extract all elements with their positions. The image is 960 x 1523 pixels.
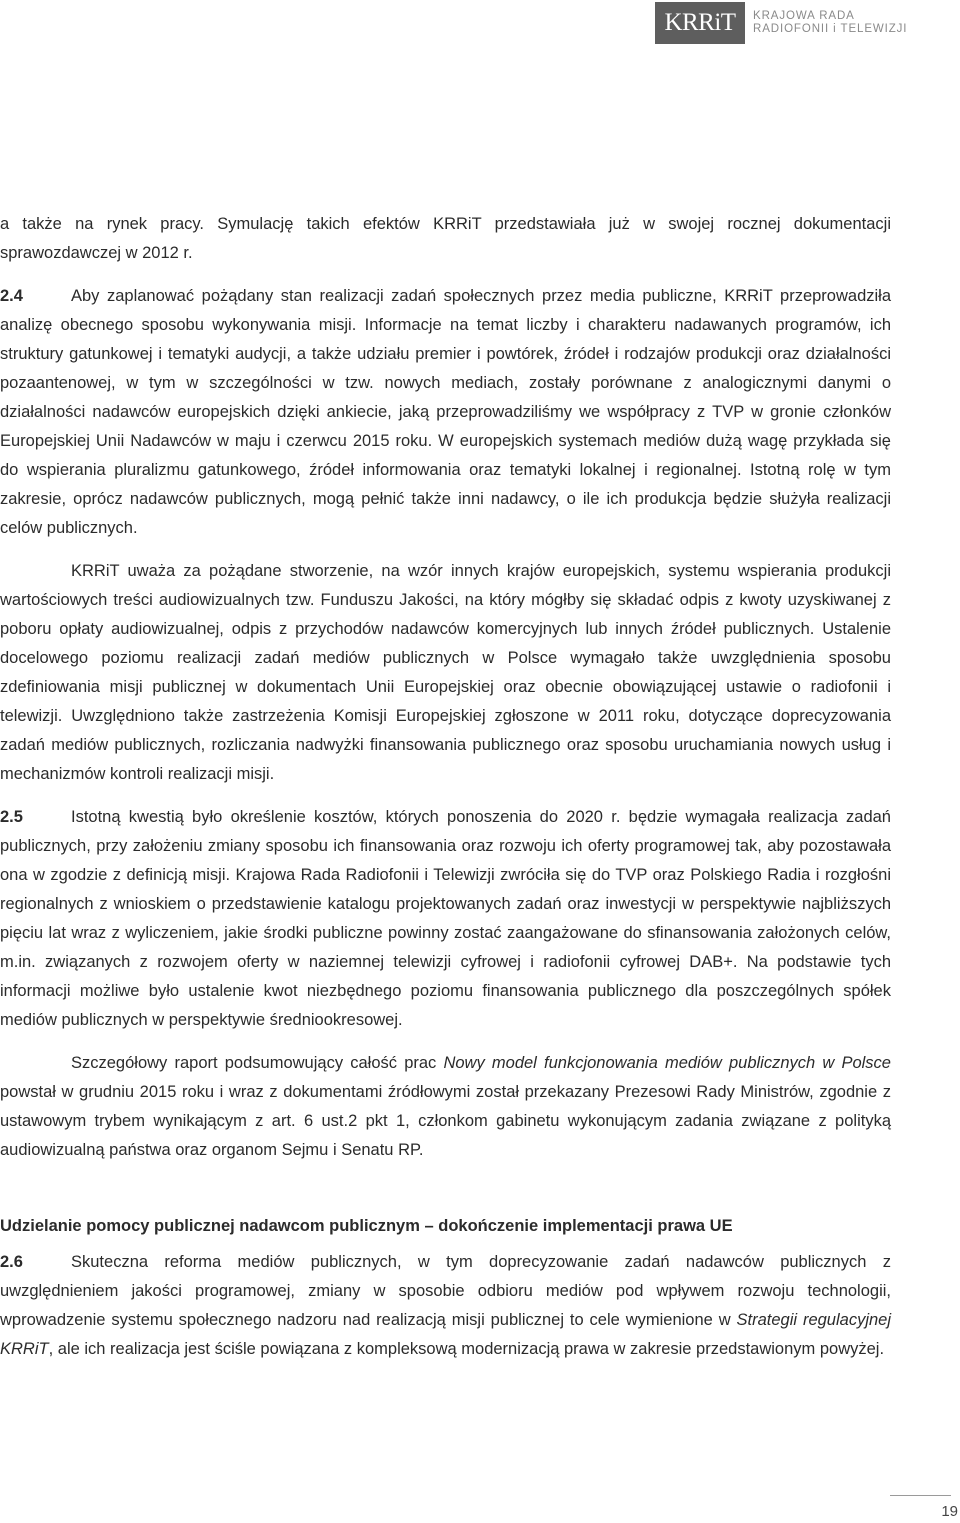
paragraph-2-5 (0, 803, 891, 1035)
paragraph-continued: a także na rynek pracy. Symulację takich efektów KRRiT przedstawiała już w swojej rocznej dokumentacji sprawozdawczej w 2012 r. (0, 215, 891, 262)
logo-text (753, 10, 907, 36)
paragraph-2-4-text: Aby zaplanować pożądany stan realizacji zadań społecznych przez media publiczne, KRRiT przeprowadziła analizę obecnego sposobu wykonywania misji. Informacje na temat liczby i charakteru nadawanych programów, ich struktury gatunkowej i tematyki audycji, a także udziału premier i powtórek, źródeł i rodzajów produkcji oraz działalności pozaantenowej, w tym w szczególności w tzw. nowych mediach, zostały porównane z analogicznymi danymi o działalności nadawców europejskich dzięki ankiecie, jaką przeprowadziliśmy we współpracy z TVP w gronie członków Europejskiej Unii Nadawców w maju i czerwcu 2015 roku. W europejskich systemach mediów dużą wagę przykłada się do wspierania pluralizmu gatunkowego, źródeł informowania oraz tematyki lokalnej i regionalnej. Istotną rolę w tym zakresie, oprócz nadawców publicznych, mogą pełnić także inni nadawcy, o ile ich produkcja będzie służyła realizacji celów publicznych. (0, 287, 891, 537)
report-text-start: Szczegółowy raport podsumowujący całość prac (71, 1054, 444, 1072)
paragraph-report (0, 1049, 891, 1165)
section-heading: Udzielanie pomocy publicznej nadawcom publicznym – dokończenie implementacji prawa UE (0, 1217, 733, 1235)
paragraph-2-6-text-start: Skuteczna reforma mediów publicznych, w tym doprecyzowanie zadań nadawców publicznych z uwzględnieniem jakości programowej, zmiany w sposobie odbioru mediów pod wpływem rozwoju technologii, wprowadzenie systemu społecznego nadzoru nad realizacją misji publicznej to cele wymienione w (0, 1253, 891, 1329)
logo-line-2: RADIOFONII i TELEWIZJI (753, 23, 908, 35)
page-content (0, 210, 891, 1364)
section-number-2-4: 2.4 (0, 287, 23, 305)
paragraph-2-6-text-end: , ale ich realizacja jest ściśle powiązana z kompleksową modernizacją prawa w zakresie przedstawionym powyżej. (48, 1340, 885, 1358)
report-text-end: powstał w grudniu 2015 roku i wraz z dokumentami źródłowymi został przekazany Prezesowi Rady Ministrów, zgodnie z ustawowym trybem wynikającym z art. 6 ust.2 pkt 1, członkom gabinetu wykonującym zadania związane z polityką audiowizualną państwa oraz organom Sejmu i Senatu RP. (0, 1083, 891, 1159)
section-number-2-6: 2.6 (0, 1253, 23, 1271)
logo-mark: KRRiT (655, 2, 745, 44)
paragraph-quality-fund: KRRiT uważa za pożądane stworzenie, na wzór innych krajów europejskich, systemu wspierania produkcji wartościowych treści audiowizualnych tzw. Funduszu Jakości, na który mógłby się składać odpis z kwoty uzyskiwanej z poboru opłaty audiowizualnej, odpis z przychodów nadawców komercyjnych lub innych źródeł publicznych. Ustalenie docelowego poziomu realizacji zadań mediów publicznych w Polsce wymagało także uwzględnienia sposobu zdefiniowania misji publicznej w dokumentach Unii Europejskiej oraz obecnie obowiązującej ustawie o radiofonii i telewizji. Uwzględniono także zastrzeżenia Komisji Europejskiej zgłoszone w 2011 roku, dotyczące doprecyzowania zadań mediów publicznych, rozliczania nadwyżki finansowania publicznego oraz sposobu uruchamiania nowych usług i mechanizmów kontroli realizacji misji. (0, 562, 891, 783)
strategy-title: Strategii regulacyjnej KRRiT (0, 1311, 892, 1358)
paragraph-2-6 (0, 1248, 891, 1364)
page-number: 19 (941, 1503, 958, 1520)
section-number-2-5: 2.5 (0, 808, 23, 826)
krrit-logo (655, 2, 907, 44)
paragraph-2-4 (0, 282, 891, 543)
footer-rule (890, 1495, 951, 1496)
paragraph-2-5-text: Istotną kwestią było określenie kosztów, których ponoszenia do 2020 r. będzie wymagała realizacja zadań publicznych, przy założeniu zmiany sposobu ich finansowania oraz rozwoju ich oferty programowej tak, aby pozostawała ona w zgodzie z definicją misji. Krajowa Rada Radiofonii i Telewizji zwróciła się do TVP oraz Polskiego Radia i rozgłośni regionalnych z wnioskiem o przedstawienie katalogu projektowanych zadań oraz inwestycji w perspektywie najbliższych pięciu lat wraz z wyliczeniem, jakie środki publiczne powinny zostać zaangażowane do sfinansowania założonych celów, m.in. związanych z rozwojem oferty w naziemnej telewizji cyfrowej i radiofonii cyfrowej DAB+. Na podstawie tych informacji możliwe było ustalenie kwot niezbędnego poziomu finansowania publicznego dla poszczególnych spółek mediów publicznych w perspektywie średniookresowej. (0, 808, 891, 1029)
logo-line-1: KRAJOWA RADA (753, 10, 855, 22)
report-title: Nowy model funkcjonowania mediów publicznych w Polsce (443, 1054, 891, 1072)
